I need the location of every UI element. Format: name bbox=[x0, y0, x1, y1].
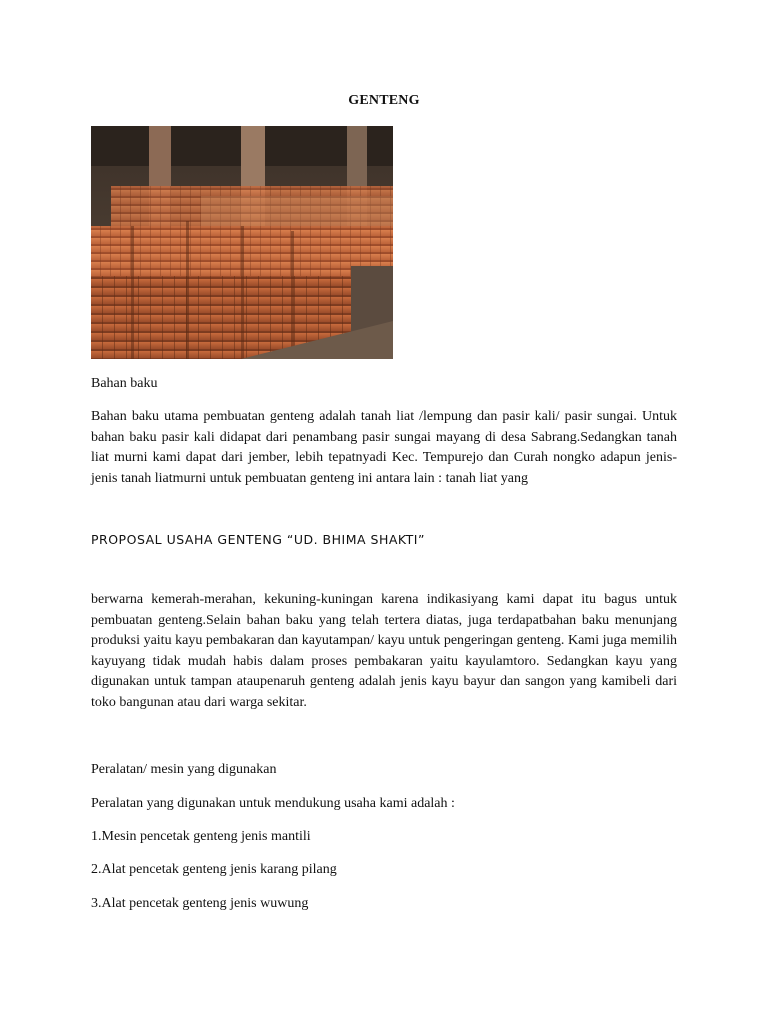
section-heading-peralatan: Peralatan/ mesin yang digunakan bbox=[91, 762, 277, 777]
list-item: 3.Alat pencetak genteng jenis wuwung bbox=[91, 896, 309, 911]
proposal-header: PROPOSAL USAHA GENTENG “UD. BHIMA SHAKTI” bbox=[91, 532, 425, 547]
list-item: 1.Mesin pencetak genteng jenis mantili bbox=[91, 829, 311, 844]
list-item: 2.Alat pencetak genteng jenis karang pilang bbox=[91, 862, 337, 877]
document-title: GENTENG bbox=[348, 93, 420, 108]
paragraph-continuation: berwarna kemerah-merahan, kekuning-kuningan karena indikasiyang kami dapat itu bagus untuk pembuatan genteng.Selain bahan baku yang telah tertera diatas, juga terdapatbahan baku menunjang produksi yaitu kayu pembakaran dan kayutampan/ kayu untuk pengeringan genteng. Kami juga memilih kayuyang tidak mudah habis dalam proses pembakaran yaitu kayulamtoro. Sedangkan kayu yang digunakan untuk tampan ataupenaruh genteng adalah jenis kayu bayur dan sangon yang kamibeli dari toko bangunan atau dari warga sekitar. bbox=[91, 592, 677, 710]
paragraph-peralatan-intro: Peralatan yang digunakan untuk mendukung usaha kami adalah : bbox=[91, 796, 455, 811]
paragraph-bahan-baku: Bahan baku utama pembuatan genteng adalah tanah liat /lempung dan pasir kali/ pasir sungai. Untuk bahan baku pasir kali didapat dari penambang pasir sungai mayang di desa Sabrang.Sedangkan tanah liat murni kami dapat dari jember, lebih tepatnyadi Kec. Tempurejo dan Curah nongko adapun jenis-jenis tanah liatmurni untuk pembuatan genteng ini antara lain : tanah liat yang bbox=[91, 409, 677, 486]
section-heading-bahan-baku: Bahan baku bbox=[91, 376, 158, 391]
roof-tiles-photo bbox=[91, 126, 393, 359]
